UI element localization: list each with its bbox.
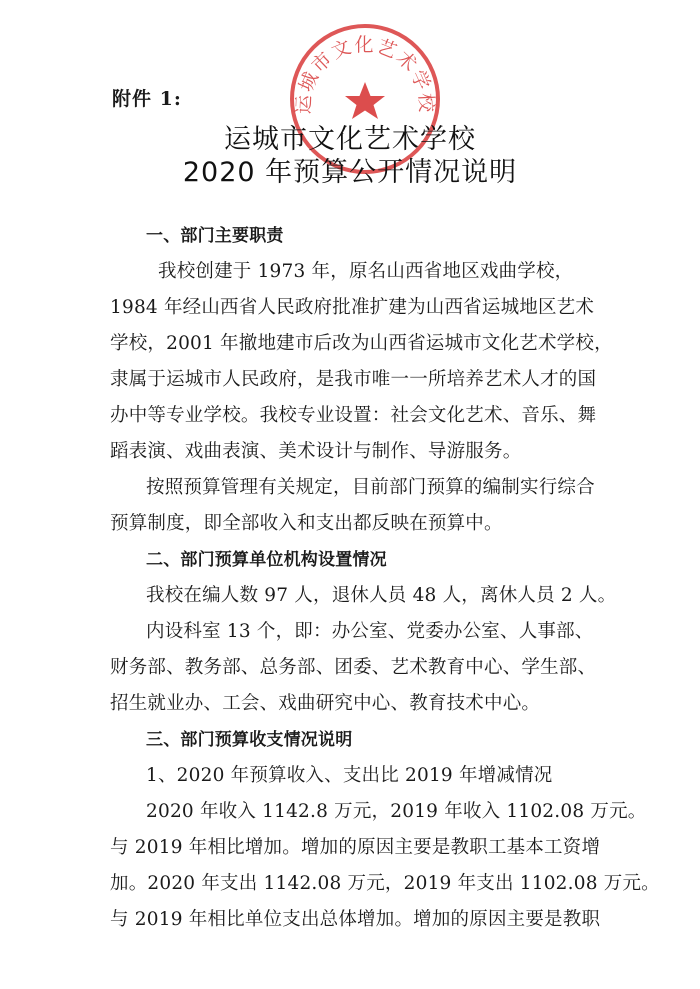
paragraph-line: 我校在编人数 97 人，退休人员 48 人，离休人员 2 人。 — [146, 585, 617, 606]
paragraph-line: 与 2019 年相比单位支出总体增加。增加的原因主要是教职 — [110, 909, 601, 930]
section-heading-1: 一、部门主要职责 — [146, 226, 284, 246]
seal-text: 运城市文化艺术学校 — [292, 34, 438, 115]
paragraph-line: 财务部、教务部、总务部、团委、艺术教育中心、学生部、 — [110, 657, 597, 678]
paragraph-line: 2020 年收入 1142.8 万元，2019 年收入 1102.08 万元。 — [146, 801, 647, 822]
document-title-line1: 运城市文化艺术学校 — [224, 124, 476, 155]
paragraph-line: 办中等专业学校。我校专业设置：社会文化艺术、音乐、舞 — [110, 405, 597, 426]
paragraph-line: 与 2019 年相比增加。增加的原因主要是教职工基本工资增 — [110, 837, 601, 858]
seal-star-icon — [345, 82, 385, 119]
paragraph-line: 1、2020 年预算收入、支出比 2019 年增减情况 — [146, 765, 553, 786]
document-title-line2: 2020 年预算公开情况说明 — [182, 157, 518, 188]
section-heading-3: 三、部门预算收支情况说明 — [146, 730, 353, 750]
paragraph-line: 蹈表演、戏曲表演、美术设计与制作、导游服务。 — [110, 441, 522, 462]
paragraph-line: 1984 年经山西省人民政府批准扩建为山西省运城地区艺术 — [110, 297, 595, 318]
section-heading-2: 二、部门预算单位机构设置情况 — [146, 550, 387, 570]
document-body — [110, 218, 660, 938]
paragraph-line: 内设科室 13 个，即：办公室、党委办公室、人事部、 — [146, 621, 594, 642]
paragraph-line: 预算制度，即全部收入和支出都反映在预算中。 — [110, 513, 503, 534]
paragraph-line: 加。2020 年支出 1142.08 万元，2019 年支出 1102.08 万元。 — [110, 873, 660, 894]
attachment-label: 附件 1: — [112, 88, 182, 110]
paragraph-line: 我校创建于 1973 年，原名山西省地区戏曲学校， — [158, 261, 574, 282]
paragraph-line: 隶属于运城市人民政府，是我市唯一一所培养艺术人才的国 — [110, 369, 597, 390]
paragraph-line: 招生就业办、工会、戏曲研究中心、教育技术中心。 — [110, 693, 541, 714]
paragraph-line: 按照预算管理有关规定，目前部门预算的编制实行综合 — [146, 477, 595, 498]
paragraph-line: 学校，2001 年撤地建市后改为山西省运城市文化艺术学校， — [110, 333, 613, 354]
